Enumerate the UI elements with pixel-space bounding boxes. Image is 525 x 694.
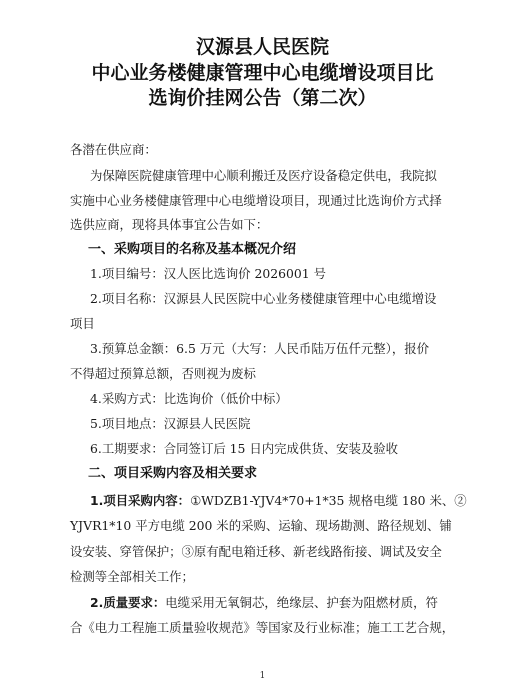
section-1-item: 项目 <box>70 316 95 331</box>
item-2-text: 电缆采用无氧铜芯，绝缘层、护套为阻燃材质，符 <box>165 595 438 610</box>
section-1-item: 4.采购方式：比选询价（低价中标） <box>90 391 288 406</box>
section-1-item: 3.预算总金额：6.5 万元（大写：人民币陆万伍仟元整），报价 <box>90 341 430 356</box>
section-1-item: 不得超过预算总额，否则视为废标 <box>70 366 256 381</box>
intro-line-2: 实施中心业务楼健康管理中心电缆增设项目，现通过比选询价方式择 <box>70 193 442 208</box>
section-1-item: 1.项目编号：汉人医比选询价 2026001 号 <box>90 266 326 281</box>
section-2-item-1-line-1 <box>90 493 467 509</box>
section-1-item: 5.项目地点：汉源县人民医院 <box>90 416 251 431</box>
item-1-label: 1.项目采购内容： <box>90 493 191 508</box>
section-2-item-1-line-2: YJVR1*10 平方电缆 200 米的采购、运输、现场勘测、路径规划、铺 <box>70 518 452 533</box>
section-1-heading: 一、采购项目的名称及基本概况介绍 <box>88 242 297 257</box>
section-2-item-2-line-1 <box>90 595 438 611</box>
title-line-3: 选询价挂网公告（第二次） <box>148 87 377 109</box>
page-number: 1 <box>259 671 266 681</box>
intro-line-3: 选供应商，现将具体事宜公告如下： <box>70 217 269 232</box>
intro-line-1: 为保障医院健康管理中心顺利搬迁及医疗设备稳定供电，我院拟 <box>90 168 437 183</box>
section-2-heading: 二、项目采购内容及相关要求 <box>88 466 258 481</box>
section-2-item-2-line-2: 合《电力工程施工质量验收规范》等国家及行业标准；施工工艺合规， <box>70 620 455 635</box>
title-line-1: 汉源县人民医院 <box>195 36 329 58</box>
title-line-2: 中心业务楼健康管理中心电缆增设项目比 <box>91 62 434 84</box>
salutation: 各潜在供应商： <box>70 142 157 157</box>
item-1-text: ①WDZB1-YJV4*70+1*35 规格电缆 180 米、② <box>190 493 467 508</box>
section-1-item: 6.工期要求：合同签订后 15 日内完成供货、安装及验收 <box>90 441 399 456</box>
item-2-label: 2.质量要求： <box>90 595 166 610</box>
section-2-item-1-line-3: 设安装、穿管保护；③原有配电箱迁移、新老线路衔接、调试及安全 <box>70 544 442 559</box>
section-2-item-1-line-4: 检测等全部相关工作； <box>70 569 194 584</box>
section-1-item: 2.项目名称：汉源县人民医院中心业务楼健康管理中心电缆增设 <box>90 291 437 306</box>
